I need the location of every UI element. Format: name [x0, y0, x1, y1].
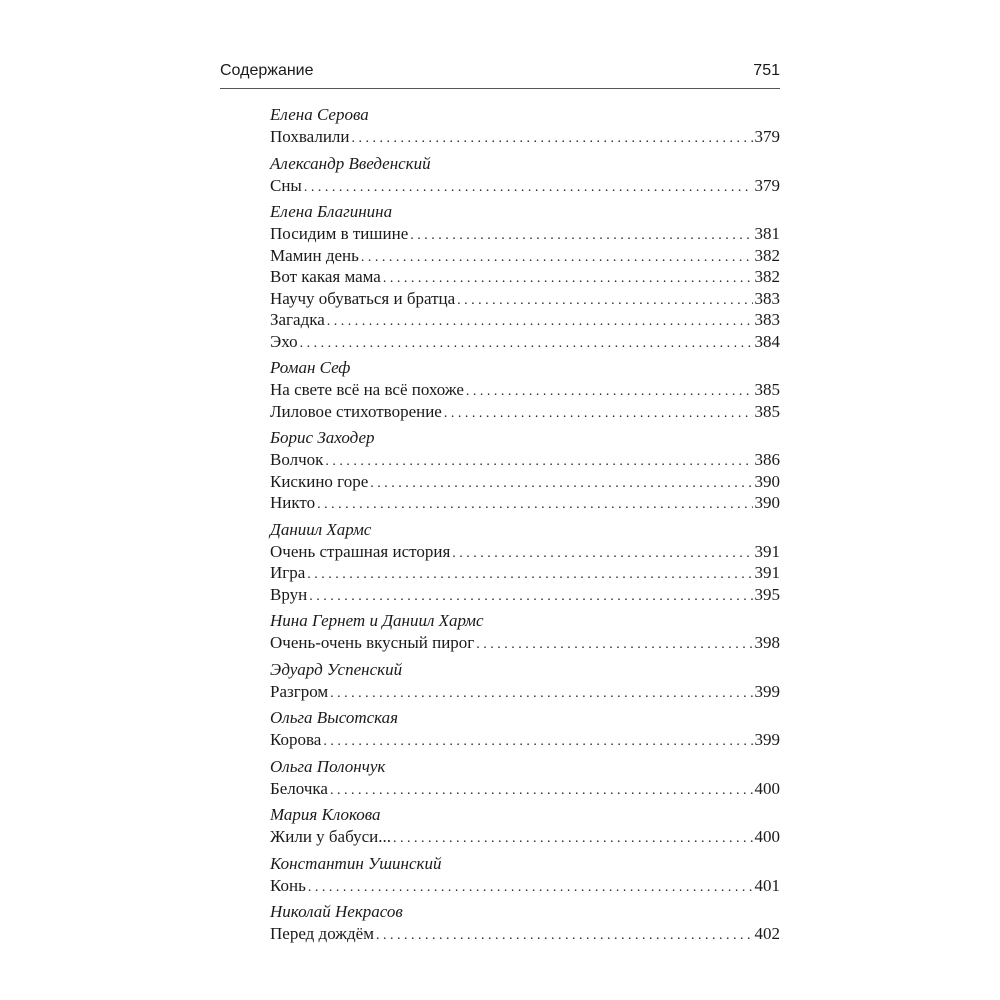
toc-entry[interactable]: [270, 223, 780, 245]
entry-title: Игра: [270, 563, 306, 582]
section-author: Роман Сеф: [270, 358, 351, 377]
toc-entry[interactable]: [270, 923, 780, 945]
entry-page-number: 385: [754, 401, 780, 421]
entry-title: Научу обуваться и братца: [270, 288, 456, 308]
toc-section: [270, 357, 780, 422]
entry-page-number: 381: [754, 224, 780, 243]
entry-page-number: 400: [754, 778, 780, 798]
section-author: Елена Благинина: [270, 202, 393, 221]
entry-page-number: 385: [754, 380, 780, 399]
entry-title: Очень страшная история: [270, 541, 451, 561]
section-author: Эдуард Успенский: [270, 659, 403, 679]
dot-leader: [307, 564, 752, 586]
entry-page-number: 383: [754, 310, 780, 329]
dot-leader: [361, 247, 753, 269]
toc-section: [270, 707, 780, 751]
toc-entry[interactable]: [270, 875, 780, 897]
toc-section: [270, 153, 780, 197]
toc-entry[interactable]: [270, 778, 780, 800]
section-author: Нина Гернет и Даниил Хармс: [270, 611, 484, 630]
toc-entry[interactable]: [270, 309, 780, 331]
entry-page-number: 383: [754, 288, 780, 308]
dot-leader: [330, 780, 753, 802]
toc-entry[interactable]: [270, 126, 780, 148]
toc-entry[interactable]: [270, 729, 780, 751]
header-page-number: 751: [753, 62, 780, 79]
entry-title: Жили у бабуси...: [270, 827, 392, 846]
toc-entry[interactable]: [270, 288, 780, 310]
entry-title: Эхо: [270, 331, 298, 351]
toc-entry[interactable]: [270, 266, 780, 288]
toc-entry[interactable]: [270, 681, 780, 703]
entry-title: Похвалили: [270, 127, 350, 146]
entry-page-number: 386: [754, 450, 780, 469]
dot-leader: [452, 543, 752, 565]
entry-page-number: 379: [754, 127, 780, 146]
dot-leader: [352, 128, 753, 150]
dot-leader: [327, 311, 753, 333]
entry-title: Перед дождём: [270, 924, 374, 943]
toc-entry[interactable]: [270, 245, 780, 267]
dot-leader: [410, 225, 752, 247]
toc-section: [270, 427, 780, 514]
entry-page-number: 400: [754, 827, 780, 846]
running-header: [220, 60, 780, 89]
toc-entry[interactable]: [270, 401, 780, 423]
section-author: Ольга Высотская: [270, 708, 399, 727]
entry-title: Волчок: [270, 450, 324, 469]
entry-title: Никто: [270, 493, 316, 512]
toc-entry[interactable]: [270, 471, 780, 493]
section-author: Елена Серова: [270, 105, 369, 124]
toc-section: [270, 659, 780, 703]
entry-page-number: 402: [754, 924, 780, 943]
header-title: Содержание: [220, 62, 314, 79]
toc-section: [270, 804, 780, 848]
dot-leader: [304, 177, 753, 199]
toc-entry[interactable]: [270, 449, 780, 471]
toc-entry[interactable]: [270, 584, 780, 606]
entry-title: Сны: [270, 175, 302, 195]
entry-page-number: 390: [754, 471, 780, 491]
section-author: Даниил Хармс: [270, 519, 372, 539]
entry-page-number: 384: [754, 331, 780, 351]
section-author: Константин Ушинский: [270, 853, 442, 873]
dot-leader: [466, 381, 753, 403]
entry-page-number: 379: [754, 175, 780, 195]
entry-title: Кискино горе: [270, 471, 369, 491]
dot-leader: [383, 268, 753, 290]
entry-title: Мамин день: [270, 245, 359, 265]
toc-entry[interactable]: [270, 379, 780, 401]
dot-leader: [476, 634, 752, 656]
dot-leader: [317, 494, 752, 516]
section-author: Мария Клокова: [270, 805, 381, 824]
dot-leader: [376, 925, 753, 947]
dot-leader: [308, 877, 753, 899]
entry-page-number: 401: [754, 875, 780, 895]
section-author: Ольга Полончук: [270, 756, 386, 776]
entry-page-number: 382: [754, 267, 780, 286]
entry-title: Вот какая мама: [270, 267, 381, 286]
toc-entry[interactable]: [270, 331, 780, 353]
toc-entry[interactable]: [270, 826, 780, 848]
toc-section: [270, 519, 780, 606]
entry-title: Белочка: [270, 778, 328, 798]
dot-leader: [300, 333, 753, 355]
dot-leader: [330, 683, 752, 705]
entry-title: Лиловое стихотворение: [270, 401, 442, 421]
toc-section: [270, 853, 780, 897]
dot-leader: [444, 403, 753, 425]
entry-title: Конь: [270, 875, 306, 895]
section-author: Александр Введенский: [270, 153, 431, 173]
entry-title: Разгром: [270, 681, 329, 701]
entry-page-number: 390: [754, 493, 780, 512]
entry-title: Врун: [270, 584, 308, 604]
toc-entry[interactable]: [270, 632, 780, 654]
dot-leader: [325, 451, 752, 473]
entry-page-number: 399: [754, 730, 780, 749]
toc-section: [270, 901, 780, 945]
entry-page-number: 395: [754, 584, 780, 604]
dot-leader: [393, 828, 752, 850]
entry-title: Загадка: [270, 310, 325, 329]
dot-leader: [323, 731, 752, 753]
toc-section: [270, 756, 780, 800]
entry-title: На свете всё на всё похоже: [270, 380, 464, 399]
toc-entry[interactable]: [270, 541, 780, 563]
toc-section: [270, 104, 780, 148]
entry-title: Посидим в тишине: [270, 224, 409, 243]
section-author: Борис Заходер: [270, 428, 375, 447]
dot-leader: [309, 586, 752, 608]
dot-leader: [457, 290, 752, 312]
entry-page-number: 391: [754, 541, 780, 561]
toc-section: [270, 201, 780, 352]
dot-leader: [370, 473, 752, 495]
entry-title: Корова: [270, 730, 322, 749]
section-author: Николай Некрасов: [270, 902, 403, 921]
toc-entry[interactable]: [270, 175, 780, 197]
toc-entry[interactable]: [270, 562, 780, 584]
toc-section: [270, 610, 780, 654]
toc-entry[interactable]: [270, 492, 780, 514]
entry-title: Очень-очень вкусный пирог: [270, 633, 475, 652]
entry-page-number: 398: [754, 633, 780, 652]
table-of-contents: [270, 104, 780, 950]
entry-page-number: 382: [754, 245, 780, 265]
entry-page-number: 399: [754, 681, 780, 701]
entry-page-number: 391: [754, 563, 780, 582]
